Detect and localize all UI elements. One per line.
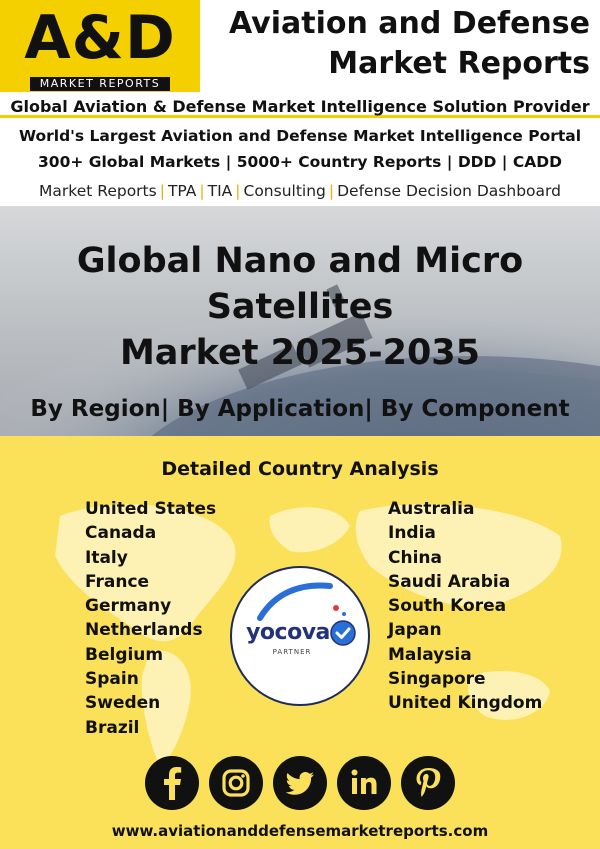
report-title-line1: Global Nano and Micro (76, 241, 524, 281)
service-consulting[interactable]: Consulting (243, 182, 326, 200)
section-title: Detailed Country Analysis (161, 458, 439, 480)
partner-badge[interactable] (230, 566, 370, 706)
list-item: Saudi Arabia (388, 571, 511, 592)
hero-banner (0, 206, 600, 436)
service-tia[interactable]: TIA (207, 182, 233, 200)
list-item: Malaysia (388, 644, 472, 665)
tagline: Global Aviation & Defense Market Intelligence Solution Provider (0, 95, 600, 118)
separator: | (235, 182, 241, 200)
service-defense-decision-dashboard[interactable]: Defense Decision Dashboard (337, 182, 561, 200)
list-item: Canada (85, 523, 157, 544)
instagram-icon[interactable] (209, 756, 263, 810)
country-list-right (388, 497, 542, 716)
list-item: Singapore (388, 669, 486, 690)
list-item: Spain (85, 669, 139, 690)
markets-line: 300+ Global Markets | 5000+ Country Reports | DDD | CADD (38, 153, 562, 171)
list-item: Australia (388, 499, 475, 519)
service-market-reports[interactable]: Market Reports (39, 182, 157, 200)
list-item: South Korea (388, 596, 507, 617)
separator: | (328, 182, 335, 200)
list-item: Sweden (85, 693, 161, 714)
logo-subtext: MARKET REPORTS (30, 77, 170, 91)
list-item: Belgium (85, 644, 164, 665)
list-item: Italy (85, 547, 128, 568)
separator: | (159, 182, 165, 200)
brand-title (200, 4, 590, 84)
partner-label: PARTNER (272, 648, 312, 656)
social-links (0, 756, 600, 816)
list-item: Brazil (85, 717, 140, 738)
report-title-line3: Market 2025-2035 (119, 333, 481, 373)
verified-check-icon (330, 620, 356, 646)
report-title (0, 238, 600, 376)
report-title-line2: Satellites (206, 287, 394, 327)
brand-title-line2: Market Reports (328, 46, 590, 81)
website-link[interactable]: www.aviationanddefensemarketreports.com (111, 822, 489, 840)
list-item: Netherlands (85, 620, 203, 641)
service-tpa[interactable]: TPA (167, 182, 197, 200)
list-item: Germany (85, 596, 172, 617)
country-analysis-section (0, 436, 600, 849)
brand-title-line1: Aviation and Defense (229, 6, 590, 41)
twitter-icon[interactable] (273, 756, 327, 810)
facebook-icon[interactable] (145, 756, 199, 810)
report-segments: By Region| By Application| By Component (30, 396, 570, 422)
logo-text: A&D (24, 3, 176, 73)
partner-name: yocova (246, 620, 330, 645)
list-item: United Kingdom (388, 693, 543, 714)
linkedin-icon[interactable] (337, 756, 391, 810)
pinterest-icon[interactable] (401, 756, 455, 810)
header (0, 0, 600, 95)
list-item: United States (85, 499, 217, 519)
services-nav (0, 180, 600, 202)
list-item: India (388, 523, 436, 544)
portal-line: World's Largest Aviation and Defense Market Intelligence Portal (18, 127, 582, 145)
list-item: China (388, 547, 442, 568)
country-list-left (85, 497, 216, 740)
logo (0, 0, 200, 92)
list-item: France (85, 571, 150, 592)
list-item: Japan (388, 620, 442, 641)
separator: | (199, 182, 205, 200)
